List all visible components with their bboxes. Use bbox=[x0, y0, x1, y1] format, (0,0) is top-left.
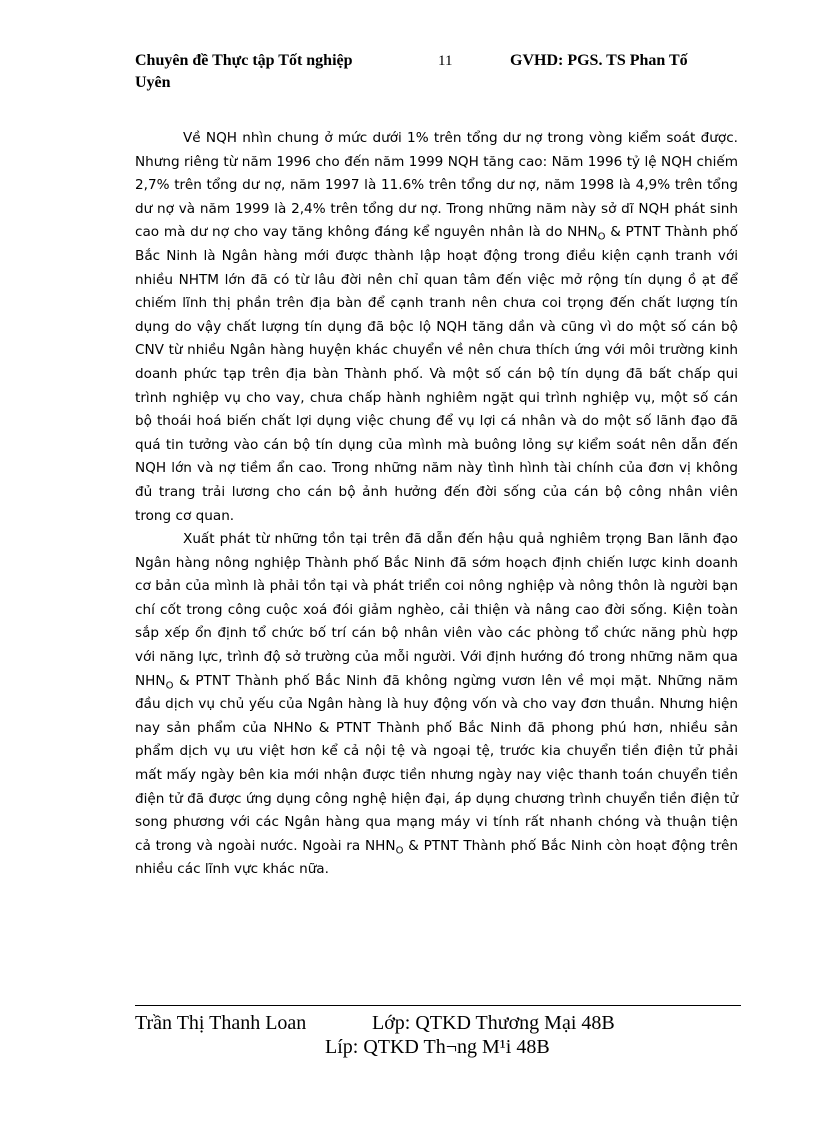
paragraph-1 bbox=[135, 127, 738, 528]
paragraph-2-subscript-1: O bbox=[165, 680, 174, 692]
footer-divider bbox=[135, 1005, 741, 1006]
paragraph-1-subscript: O bbox=[597, 232, 606, 244]
page-number: 11 bbox=[438, 53, 453, 69]
footer-line-1 bbox=[135, 1010, 615, 1036]
document-body bbox=[135, 127, 738, 882]
paragraph-2-text-b: & PTNT Thành phố Bắc Ninh đã không ngừng vươn lên về mọi mặt. Những năm đầu dịch vụ chủ yếu của Ngân hàng là huy động vốn và cho vay đơn thuần. Nhưng hiện nay sản phẩm của NHNo & PTNT Thành phố Bắc Ninh đã phong phú hơn, nhiều sản phẩm dịch vụ ưu việt hơn kể cả nội tệ và ngoại tệ, trước kia chuyển tiền điện tử phải mất mấy ngày bên kia mới nhận được tiền nhưng ngày nay việc thanh toán chuyển tiền điện tử đã được ứng dụng công nghệ hiện đại, áp dụng chương trình chuyển tiền điện tử song phương với các Ngân hàng qua mạng máy vi tính rất nhanh chóng và thuận tiện cả trong và ngoài nước. Ngoài ra NHN bbox=[135, 672, 738, 854]
paragraph-2-text-c: & PTNT Thành phố Bắc Ninh còn hoạt động trên nhiều các lĩnh vực khác nữa. bbox=[135, 837, 738, 878]
paragraph-2-subscript-2: O bbox=[395, 845, 404, 857]
header-advisor: GVHD: PGS. TS Phan Tố bbox=[510, 52, 688, 69]
footer-class-garbled: Líp: QTKD Th¬ng M¹i 48B bbox=[325, 1036, 550, 1058]
header-title-line1: Chuyên đề Thực tập Tốt nghiệp bbox=[135, 52, 353, 69]
footer-class: Lớp: QTKD Thương Mại 48B bbox=[372, 1012, 615, 1034]
paragraph-1-text-b: & PTNT Thành phố Bắc Ninh là Ngân hàng mới được thành lập hoạt động trong điều kiện cạnh tranh với nhiều NHTM lớn đã có từ lâu đời nên chỉ quan tâm đến việc mở rộng tín dụng ồ ạt để chiếm lĩnh thị phần trên địa bàn để cạnh tranh nên chưa coi trọng đến chất lượng tín dụng do vậy chất lượng tín dụng đã bộc lộ NQH tăng dần và cũng vì do một số cán bộ CNV từ nhiều Ngân hàng huyện khác chuyển về nên chưa thích ứng với môi trường kinh doanh phức tạp trên địa bàn Thành phố. Và một số cán bộ tín dụng đã bất chấp qui trình nghiệp vụ cho vay, chưa chấp hành nghiêm ngặt qui trình nghiệp vụ, một số cán bộ thoái hoá biến chất lợi dụng việc chung để vụ lợi cá nhân và do một số lãnh đạo đã quá tin tưởng vào cán bộ tín dụng của mình mà buông lỏng sự kiểm soát nên dẫn đến NQH lớn và nợ tiềm ẩn cao. Trong những năm này tình hình tài chính của đơn vị không đủ trang trải lương cho cán bộ ảnh hưởng đến đời sống của cán bộ công nhân viên trong cơ quan. bbox=[135, 224, 738, 524]
paragraph-2 bbox=[135, 528, 738, 882]
paragraph-2-text-a: Xuất phát từ những tồn tại trên đã dẫn đến hậu quả nghiêm trọng Ban lãnh đạo Ngân hàng nông nghiệp Thành phố Bắc Ninh đã sớm hoạch định chiến lược kinh doanh cơ bản của mình là phải tồn tại và phát triển coi nông nghiệp và nông thôn là người bạn chí cốt trong công cuộc xoá đói giảm nghèo, cải thiện và nâng cao đời sống. Kiện toàn sắp xếp ổn định tổ chức bố trí cán bộ nhân viên vào các phòng tổ chức năng phù hợp với năng lực, trình độ sở trường của mỗi người. Với định hướng đó trong những năm qua NHN bbox=[135, 531, 738, 689]
header-title-line2: Uyên bbox=[135, 74, 171, 91]
header-title bbox=[135, 50, 395, 94]
footer-author: Trần Thị Thanh Loan bbox=[135, 1012, 307, 1034]
paragraph-1-text-a: Về NQH nhìn chung ở mức dưới 1% trên tổng dư nợ trong vòng kiểm soát được. Nhưng riêng từ năm 1996 cho đến năm 1999 NQH tăng cao: Năm 1996 tỷ lệ NQH chiếm 2,7% trên tổng dư nợ, năm 1997 là 11.6% trên tổng dư nợ, năm 1998 là 4,9% trên tổng dư nợ và năm 1999 là 2,4% trên tổng dư nợ. Trong những năm này sở dĩ NQH phát sinh cao mà dư nợ cho vay tăng không đáng kể nguyên nhân là do NHN bbox=[135, 130, 738, 241]
